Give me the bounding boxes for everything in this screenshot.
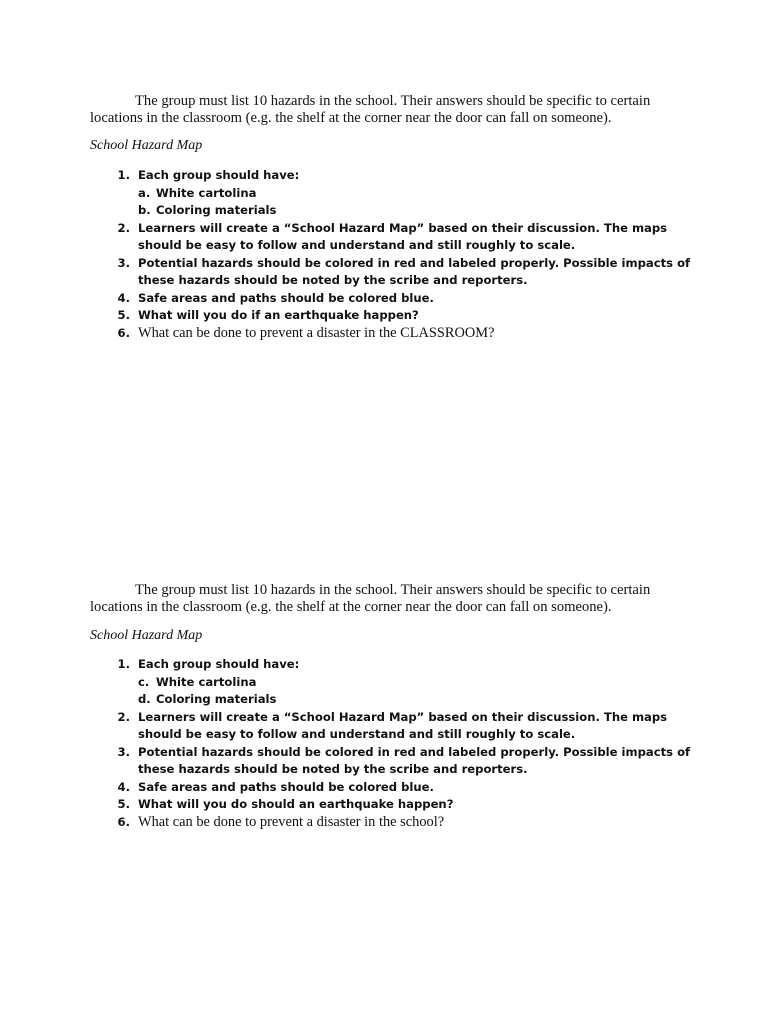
intro-paragraph xyxy=(90,582,710,616)
sub-list-text: White cartolina xyxy=(156,185,257,200)
list-text: Safe areas and paths should be colored blue. xyxy=(138,779,434,794)
list-text: Learners will create a “School Hazard Map” based on their discussion. The maps should be easy to follow and understand and still roughly to scale. xyxy=(138,709,668,741)
list-text: Potential hazards should be colored in red and labeled properly. Possible impacts of these hazards should be noted by the scribe and reporters. xyxy=(138,744,691,776)
sub-list-letter: c. xyxy=(138,674,150,689)
list-number: 5. xyxy=(117,308,130,322)
list-number: 4. xyxy=(117,779,130,794)
list-item xyxy=(108,220,708,255)
sub-list-item xyxy=(108,202,708,220)
list-number: 3. xyxy=(117,255,130,270)
sub-list-text: White cartolina xyxy=(156,674,257,689)
list-text: What can be done to prevent a disaster in the CLASSROOM? xyxy=(138,324,495,341)
list-item xyxy=(108,796,708,814)
list-text: What can be done to prevent a disaster in the school? xyxy=(138,813,445,830)
sub-list-text: Coloring materials xyxy=(156,203,277,217)
list-number: 2. xyxy=(117,709,130,724)
sub-list-letter: d. xyxy=(138,692,151,706)
sub-list-item xyxy=(108,185,708,203)
list-text: What will you do should an earthquake happen? xyxy=(138,797,454,811)
list-text: Each group should have: xyxy=(138,168,300,182)
section-heading: School Hazard Map xyxy=(90,138,203,153)
list-number: 2. xyxy=(117,220,130,235)
intro-line-1: The group must list 10 hazards in the school. Their answers should be specific to certain xyxy=(135,582,651,598)
list-item xyxy=(108,779,708,797)
numbered-list xyxy=(108,656,708,831)
sub-list-item xyxy=(108,691,708,709)
list-number: 1. xyxy=(117,657,130,671)
list-text: What will you do if an earthquake happen? xyxy=(138,308,419,322)
sub-list-text: Coloring materials xyxy=(156,692,277,706)
list-number: 3. xyxy=(117,744,130,759)
list-number: 6. xyxy=(117,325,130,340)
sub-list-letter: a. xyxy=(138,185,151,200)
intro-line-2: locations in the classroom (e.g. the shelf at the corner near the door can fall on someone). xyxy=(90,599,612,615)
sub-list-letter: b. xyxy=(138,203,151,217)
list-number: 5. xyxy=(117,797,130,811)
list-text: Learners will create a “School Hazard Map” based on their discussion. The maps should be easy to follow and understand and still roughly to scale. xyxy=(138,220,668,252)
list-item xyxy=(108,255,708,290)
intro-paragraph xyxy=(90,93,710,127)
list-item xyxy=(108,290,708,308)
section-heading: School Hazard Map xyxy=(90,628,203,643)
sub-list-item xyxy=(108,674,708,692)
list-item xyxy=(108,709,708,744)
intro-line-1: The group must list 10 hazards in the school. Their answers should be specific to certain xyxy=(135,93,651,109)
list-text: Each group should have: xyxy=(138,657,300,671)
list-text: Potential hazards should be colored in red and labeled properly. Possible impacts of these hazards should be noted by the scribe and reporters. xyxy=(138,255,691,287)
list-item xyxy=(108,744,708,779)
list-number: 4. xyxy=(117,290,130,305)
numbered-list xyxy=(108,167,708,342)
list-number: 1. xyxy=(117,168,130,182)
intro-line-2: locations in the classroom (e.g. the shelf at the corner near the door can fall on someone). xyxy=(90,110,612,126)
list-item xyxy=(108,814,708,832)
list-item xyxy=(108,656,708,674)
list-item xyxy=(108,167,708,185)
list-item xyxy=(108,325,708,343)
list-item xyxy=(108,307,708,325)
list-number: 6. xyxy=(117,814,130,829)
list-text: Safe areas and paths should be colored blue. xyxy=(138,290,434,305)
